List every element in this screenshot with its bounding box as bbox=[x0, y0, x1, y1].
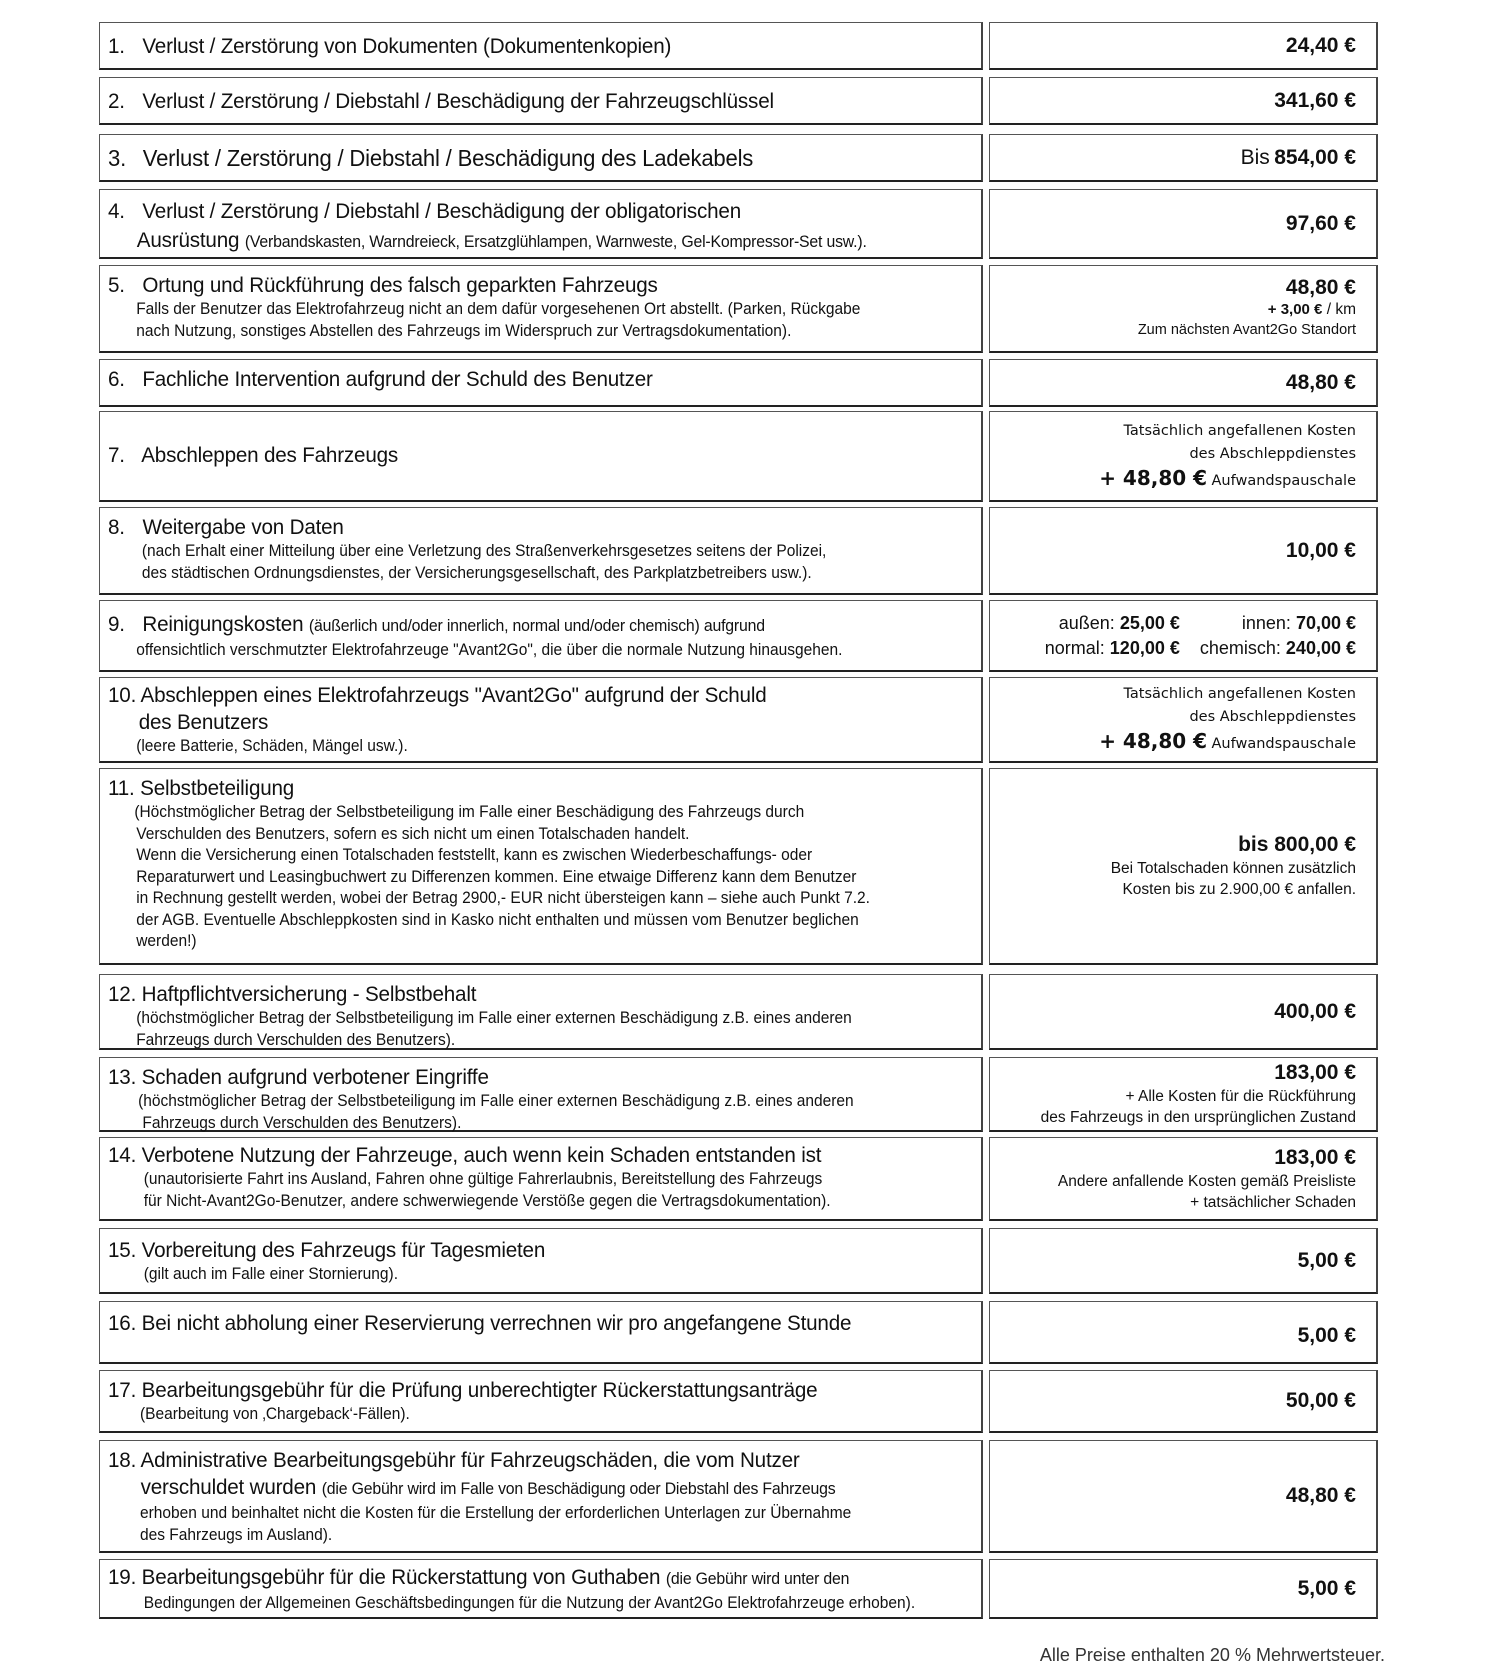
item-number: 8. bbox=[108, 515, 125, 539]
price-label-chemical: chemisch: bbox=[1199, 637, 1281, 658]
price-label-outside: außen: bbox=[1058, 612, 1115, 633]
item-description-line: offensichtlich verschmutzter Elektrofahrzeuge "Avant2Go", die über die normale Nutzung hinausgehen. bbox=[136, 641, 843, 659]
fee-price-cell bbox=[989, 1137, 1378, 1221]
item-price: 10,00 € bbox=[1285, 538, 1356, 562]
item-title: Haftpflichtversicherung - Selbstbehalt bbox=[141, 982, 477, 1006]
item-title: Verlust / Zerstörung / Diebstahl / Beschädigung der obligatorischen bbox=[142, 199, 742, 223]
item-description-line: Fahrzeugs durch Verschulden des Benutzers). bbox=[136, 1030, 456, 1049]
price-surcharge-label: Aufwandspauschale bbox=[1211, 736, 1356, 752]
item-price: 24,40 € bbox=[1285, 33, 1356, 57]
item-description-line: (leere Batterie, Schäden, Mängel usw.). bbox=[136, 737, 408, 755]
item-price: 183,00 € bbox=[1274, 1145, 1356, 1169]
item-price: 5,00 € bbox=[1297, 1576, 1356, 1600]
item-description-line: Reparaturwert und Leasingbuchwert zu Differenzen kommen. Eine etwaige Differenz kann dem Benutzer bbox=[136, 867, 857, 886]
item-title: Administrative Bearbeitungsgebühr für Fahrzeugschäden, die vom Nutzer bbox=[140, 1448, 800, 1472]
price-prefix: Bis bbox=[1240, 145, 1270, 169]
fee-price-cell bbox=[989, 1057, 1378, 1132]
item-description-line: (Bearbeitung von ‚Chargeback‘-Fällen). bbox=[139, 1405, 410, 1423]
item-title: Vorbereitung des Fahrzeugs für Tagesmieten bbox=[141, 1238, 546, 1262]
fee-description-cell bbox=[99, 1440, 983, 1553]
item-price: 50,00 € bbox=[1285, 1389, 1356, 1412]
price-surcharge: + 48,80 € bbox=[1099, 729, 1208, 753]
price-note-line: Tatsächlich angefallenen Kosten bbox=[1123, 686, 1356, 702]
fee-price-cell bbox=[989, 1301, 1378, 1364]
item-number: 4. bbox=[108, 199, 125, 223]
vat-note: Alle Preise enthalten 20 % Mehrwertsteuer. bbox=[1039, 1645, 1385, 1665]
item-title: Fachliche Intervention aufgrund der Schuld des Benutzer bbox=[142, 367, 653, 391]
fee-price-cell bbox=[989, 600, 1378, 672]
price-surcharge-label: Aufwandspauschale bbox=[1211, 472, 1356, 489]
fee-price-cell bbox=[989, 507, 1378, 595]
item-title: Reinigungskosten bbox=[142, 612, 304, 636]
item-title: Selbstbeteiligung bbox=[140, 776, 295, 800]
item-title-continuation: des Benutzers bbox=[138, 710, 269, 734]
fee-description-cell bbox=[99, 507, 983, 595]
item-number: 11. bbox=[108, 776, 135, 800]
fee-price-cell bbox=[989, 411, 1378, 502]
item-title: Bei nicht abholung einer Reservierung verrechnen wir pro angefangene Stunde bbox=[141, 1311, 852, 1335]
item-number: 18. bbox=[108, 1448, 137, 1472]
price-note-line: Kosten bis zu 2.900,00 € anfallen. bbox=[1122, 881, 1356, 898]
price-note-line: des Abschleppdienstes bbox=[1189, 445, 1356, 462]
fee-price-cell bbox=[989, 189, 1378, 259]
item-description-line: (höchstmöglicher Betrag der Selbstbeteiligung im Falle einer externen Beschädigung z.B. eines anderen bbox=[138, 1092, 854, 1110]
price-surcharge: + 48,80 € bbox=[1099, 465, 1208, 490]
price-chemical: 240,00 € bbox=[1285, 637, 1356, 658]
cleaning-price-grid bbox=[1045, 611, 1356, 661]
item-description-line: (unautorisierte Fahrt ins Ausland, Fahren ohne gültige Fahrerlaubnis, Bereitstellung des Fahrzeugs bbox=[143, 1170, 823, 1188]
item-description: (äußerlich und/oder innerlich, normal und/oder chemisch) aufgrund bbox=[308, 617, 765, 635]
item-description: (die Gebühr wird im Falle von Beschädigung oder Diebstahl des Fahrzeugs bbox=[321, 1480, 836, 1498]
fee-price-cell bbox=[989, 1559, 1378, 1619]
price-note-line: des Fahrzeugs in den ursprünglichen Zustand bbox=[1040, 1109, 1356, 1126]
item-description-line: (höchstmöglicher Betrag der Selbstbeteiligung im Falle einer externen Beschädigung z.B. eines anderen bbox=[136, 1009, 852, 1027]
item-description-line: Verschulden des Benutzers, sofern es sich nicht um einen Totalschaden handelt. bbox=[136, 824, 690, 843]
item-title: Verlust / Zerstörung von Dokumenten (Dokumentenkopien) bbox=[142, 34, 672, 58]
item-title: Bearbeitungsgebühr für die Prüfung unberechtigter Rückerstattungsanträge bbox=[141, 1378, 818, 1402]
price-note-line: + Alle Kosten für die Rückführung bbox=[1125, 1088, 1356, 1105]
fee-description-cell bbox=[99, 22, 983, 70]
item-title: Ortung und Rückführung des falsch geparkten Fahrzeugs bbox=[142, 273, 658, 297]
item-number: 2. bbox=[108, 89, 125, 113]
item-description-line: des städtischen Ordnungsdienstes, der Versicherungsgesellschaft, des Parkplatzbetreibers usw.). bbox=[141, 563, 812, 582]
item-title: Schaden aufgrund verbotener Eingriffe bbox=[141, 1065, 489, 1089]
item-title: Verbotene Nutzung der Fahrzeuge, auch wenn kein Schaden entstanden ist bbox=[141, 1143, 822, 1167]
item-price: bis 800,00 € bbox=[1238, 833, 1356, 856]
fee-price-cell bbox=[989, 677, 1378, 763]
item-number: 7. bbox=[108, 443, 125, 467]
fee-price-cell bbox=[989, 22, 1378, 70]
item-number: 17. bbox=[108, 1378, 137, 1402]
price-inside: 70,00 € bbox=[1295, 612, 1356, 633]
fee-description-cell bbox=[99, 134, 983, 182]
item-title-continuation: verschuldet wurden bbox=[140, 1475, 317, 1499]
fee-price-cell bbox=[989, 974, 1378, 1050]
item-description-line: Falls der Benutzer das Elektrofahrzeug nicht an dem dafür vorgesehenen Ort abstellt. (Parken, Rückgabe bbox=[136, 300, 861, 318]
item-title: Bearbeitungsgebühr für die Rückerstattung von Guthaben bbox=[141, 1565, 661, 1589]
fee-description-cell bbox=[99, 600, 983, 672]
fee-description-cell bbox=[99, 1137, 983, 1221]
item-number: 1. bbox=[108, 34, 125, 58]
item-description-line: der AGB. Eventuelle Abschleppkosten sind in Kasko nicht enthalten und müssen vom Benutzer beglichen bbox=[136, 910, 859, 929]
price-note-line: Tatsächlich angefallenen Kosten bbox=[1123, 422, 1356, 439]
fee-description-cell bbox=[99, 265, 983, 353]
fee-price-cell bbox=[989, 359, 1378, 407]
fee-description-cell bbox=[99, 359, 983, 407]
fee-description-cell bbox=[99, 974, 983, 1050]
item-number: 9. bbox=[108, 612, 125, 636]
item-number: 14. bbox=[108, 1143, 137, 1167]
item-description-line: Wenn die Versicherung einen Totalschaden feststellt, kann es zwischen Wiederbeschaffungs- oder bbox=[136, 846, 813, 864]
fee-price-cell bbox=[989, 1228, 1378, 1294]
price-note-line: Bei Totalschaden können zusätzlich bbox=[1110, 860, 1356, 877]
price-note-line: Andere anfallende Kosten gemäß Preisliste bbox=[1057, 1172, 1356, 1190]
item-number: 16. bbox=[108, 1311, 137, 1335]
fee-price-cell bbox=[989, 1440, 1378, 1553]
item-description-line: Fahrzeugs durch Verschulden des Benutzers). bbox=[138, 1113, 462, 1132]
item-number: 15. bbox=[108, 1238, 137, 1262]
item-price: 48,80 € bbox=[1285, 1484, 1356, 1507]
item-number: 6. bbox=[108, 367, 125, 391]
item-price: 48,80 € bbox=[1285, 275, 1356, 299]
item-description-line: werden!) bbox=[136, 932, 197, 950]
fee-description-cell bbox=[99, 189, 983, 259]
item-price: 341,60 € bbox=[1274, 88, 1356, 112]
item-price: 5,00 € bbox=[1297, 1248, 1356, 1272]
item-title: Verlust / Zerstörung / Diebstahl / Beschädigung der Fahrzeugschlüssel bbox=[142, 89, 774, 113]
item-price: 400,00 € bbox=[1274, 999, 1356, 1023]
fee-description-cell bbox=[99, 411, 983, 502]
price-extra: + 3,00 € bbox=[1267, 300, 1323, 318]
item-description-line: für Nicht-Avant2Go-Benutzer, andere schwerwiegende Verstöße gegen die Vertragsdokumentation). bbox=[143, 1191, 831, 1210]
price-normal: 120,00 € bbox=[1109, 637, 1180, 658]
fee-description-cell bbox=[99, 1228, 983, 1294]
fee-description-cell bbox=[99, 1370, 983, 1433]
fee-description-cell bbox=[99, 768, 983, 965]
fee-description-cell bbox=[99, 1301, 983, 1364]
price-label-inside: innen: bbox=[1241, 612, 1291, 633]
fee-description-cell bbox=[99, 677, 983, 763]
item-title: Abschleppen des Fahrzeugs bbox=[141, 443, 399, 467]
item-number: 3. bbox=[108, 145, 127, 171]
price-note-line: des Abschleppdienstes bbox=[1189, 709, 1356, 725]
price-extra-unit: / km bbox=[1322, 300, 1356, 318]
fee-price-cell bbox=[989, 768, 1378, 965]
item-title: Weitergabe von Daten bbox=[142, 515, 344, 539]
item-description: (die Gebühr wird unter den bbox=[665, 1570, 850, 1588]
item-description-line: (Höchstmöglicher Betrag der Selbstbeteiligung im Falle einer Beschädigung des Fahrzeugs durch bbox=[134, 803, 805, 821]
fee-price-cell bbox=[989, 77, 1378, 125]
item-price: 183,00 € bbox=[1274, 1061, 1356, 1084]
item-description: (Verbandskasten, Warndreieck, Ersatzglühlampen, Warnweste, Gel-Kompressor-Set usw.). bbox=[244, 233, 867, 251]
item-number: 10. bbox=[108, 683, 137, 707]
item-description-line: erhoben und beinhaltet nicht die Kosten für die Erstellung der erforderlichen Unterlagen zur Übernahme bbox=[139, 1504, 852, 1522]
item-price: 854,00 € bbox=[1274, 145, 1356, 169]
item-number: 13. bbox=[108, 1065, 137, 1089]
item-description-line: nach Nutzung, sonstiges Abstellen des Fahrzeugs im Widerspruch zur Vertragsdokumentation). bbox=[136, 321, 792, 340]
item-description-line: Bedingungen der Allgemeinen Geschäftsbedingungen für die Nutzung der Avant2Go Elektrofahrzeuge erhoben). bbox=[143, 1594, 916, 1612]
item-description-line: des Fahrzeugs im Ausland). bbox=[139, 1525, 333, 1544]
fee-price-cell bbox=[989, 1370, 1378, 1433]
item-number: 5. bbox=[108, 273, 125, 297]
fee-description-cell bbox=[99, 1057, 983, 1132]
item-description-line: (gilt auch im Falle einer Stornierung). bbox=[143, 1265, 399, 1283]
price-note-line: + tatsächlicher Schaden bbox=[1190, 1193, 1356, 1211]
price-note: Zum nächsten Avant2Go Standort bbox=[1137, 321, 1356, 338]
item-description-line: in Rechnung gestellt werden, wobei der Betrag 2900,- EUR nicht übersteigen kann – siehe auch Punkt 7.2. bbox=[136, 889, 870, 907]
fee-description-cell bbox=[99, 1559, 983, 1619]
item-price: 97,60 € bbox=[1285, 211, 1356, 235]
price-label-normal: normal: bbox=[1044, 637, 1105, 658]
item-title: Verlust / Zerstörung / Diebstahl / Beschädigung des Ladekabels bbox=[142, 145, 754, 171]
fee-price-cell bbox=[989, 265, 1378, 353]
fee-price-cell bbox=[989, 134, 1378, 182]
fee-description-cell bbox=[99, 77, 983, 125]
item-number: 12. bbox=[108, 982, 137, 1006]
price-outside: 25,00 € bbox=[1119, 612, 1180, 633]
item-description-line: (nach Erhalt einer Mitteilung über eine Verletzung des Straßenverkehrsgesetzes seitens der Polizei, bbox=[141, 542, 827, 560]
item-title-continuation: Ausrüstung bbox=[136, 228, 240, 252]
item-number: 19. bbox=[108, 1565, 137, 1589]
item-price: 48,80 € bbox=[1285, 370, 1356, 394]
item-title: Abschleppen eines Elektrofahrzeugs "Avant2Go" aufgrund der Schuld bbox=[140, 683, 767, 707]
item-price: 5,00 € bbox=[1297, 1324, 1356, 1347]
